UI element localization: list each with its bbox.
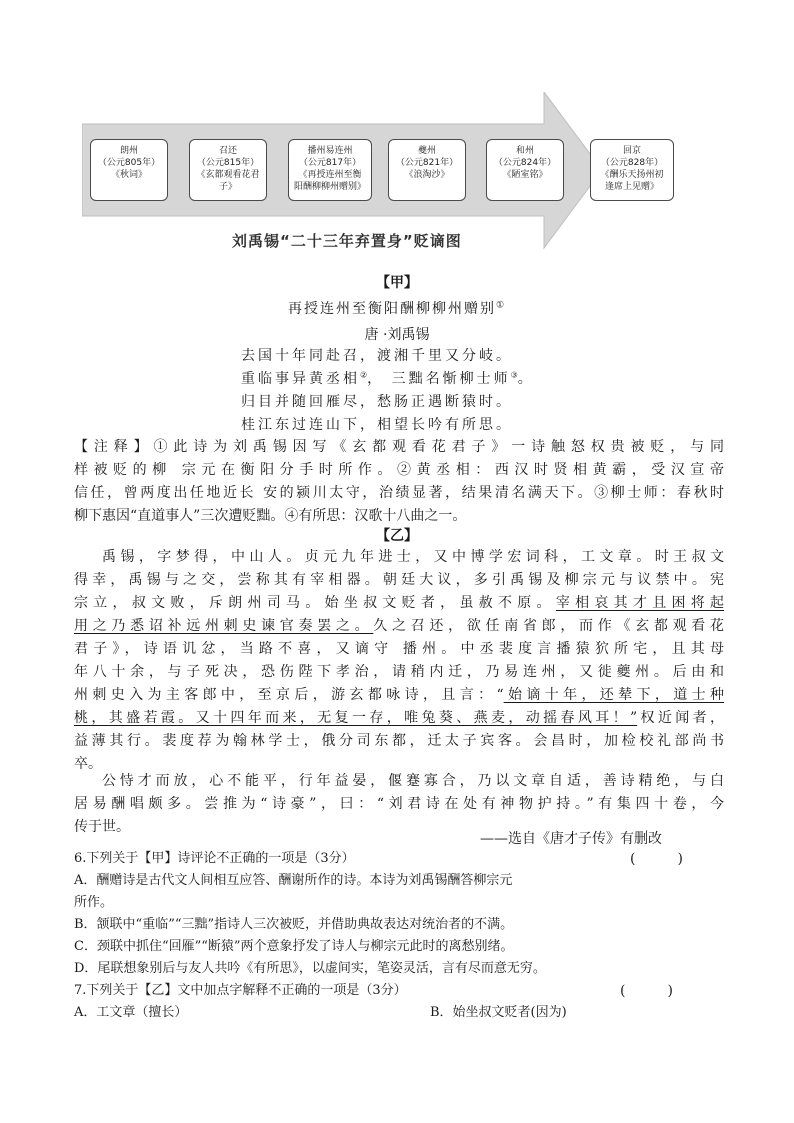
question-7-option-b: B．始坐叔文贬者(因为) (430, 1005, 567, 1020)
question-7-option-a: A．工文章（擅长） (74, 1005, 188, 1020)
question-6-option-a-cont: 所作。 (74, 895, 114, 910)
poem-line-4: 桂江东过连山下，相望长吟有所思。 (241, 417, 513, 433)
question-6-stem: 6.下列关于【甲】诗评论不正确的一项是（3分） (74, 851, 355, 866)
underlined-quote-cont: 桃，其盛若霞。又十四年而来，无复一存，唯兔葵、燕麦，动摇春风耳！” (74, 710, 638, 726)
section-yi-mark: 【乙】 (376, 528, 418, 544)
passage-paragraph-1: 禹锡，字梦得，中山人。贞元九年进士，又中博学宏词科，工文章。时王叔文 得幸，禹锡与之交，尝称其有宰相器。朝廷大议，多引禹锡及柳宗元与议禁中。宪 宗立，叔文败，斥朗州司马。始坐叔文贬者，虽赦不原。宰相哀其才且困将起 用之乃悉诏补远州刺史谏官奏罢之。久之召还，欲任南省郎，而作《玄都观看花 君子》，诗语讥忿，当路不喜，又谪守 播州。中丞裴度言播猿狖所宅，且其母 年八十余，与子死决，恐伤陛下孝治，请稍内迁，乃易连州，又徙夔州。后由和 州刺史入为主客郎中，至京后，游玄都咏诗，且言：“始谪十年，还辇下，道士种 桃，其盛若霞。又十四年而来，无复一存，唯兔葵、燕麦，动摇春风耳！”权近闻者， 益薄其行。裴度荐为翰林学士，俄分司东都，迁太子宾客。会昌时，加检校礼部尚书 卒。 (74, 549, 725, 772)
question-6-option-b: B．颔联中“重临”“三黜”指诗人三次被贬，并借助典故表达对统治者的不满。 (74, 917, 514, 932)
timeline-node-kuizhou: 夔州 （公元821年） 《浪淘沙》 (388, 139, 466, 201)
timeline-node-huijing: 回京 （公元828年） 《酬乐天扬州初 逢席上见赠》 (590, 139, 674, 201)
passage-line-7: 州刺史入为主客郎中，至京后，游玄都咏诗，且言：“始谪十年，还辇下，道士种 (74, 687, 725, 703)
timeline-node-zhaohuan: 召还 （公元815年） 《玄都观看花君 子》 (189, 139, 267, 201)
question-7-answer-blank[interactable]: ( ) (620, 983, 673, 999)
passage-paragraph-2: 公恃才而放，心不能平，行年益晏，偃蹇寡合，乃以文章自适，善诗精绝，与白 居易酬唱颇多。尝推为“诗豪”，曰：“刘君诗在处有神物护持。”有集四十卷，今 传于世。 (74, 773, 724, 835)
passage-line-8: 桃，其盛若霞。又十四年而来，无复一存，唯兔葵、燕麦，动摇春风耳！”权近闻者， (74, 710, 725, 726)
passage-source: ——选自《唐才子传》有删改 (480, 831, 662, 847)
poem-title: 再授连州至衡阳酬柳柳州赠别① (287, 300, 507, 317)
question-6-option-c: C．颈联中抓住“回雁”“断猿”两个意象抒发了诗人与柳宗元此时的离愁别绪。 (74, 939, 514, 954)
timeline-title: 刘禹锡“二十三年弃置身”贬谪图 (232, 232, 462, 250)
passage-line-3: 宗立，叔文败，斥朗州司马。始坐叔文贬者，虽赦不原。宰相哀其才且困将起 (74, 595, 725, 611)
poem-author: 唐 ·刘禹锡 (364, 327, 430, 343)
timeline-node-bozhou: 播州易连州 （公元817年） 《再授连州至衡 阳酬柳柳州赠别》 (288, 139, 372, 201)
poem-line-3: 归目并随回雁尽，愁肠正遇断猿时。 (241, 394, 513, 410)
banishment-timeline (82, 92, 682, 254)
underlined-quote: 始谪十年，还辇下，道士种 (503, 687, 725, 703)
poem-line-1: 去国十年同赴召，渡湘千里又分岐。 (241, 348, 513, 364)
poem-line-2: 重临事异黄丞相②， 三黜名惭柳士师③。 (241, 370, 535, 387)
timeline-node-hezhou: 和州 （公元824年） 《陋室铭》 (486, 139, 564, 201)
question-6-answer-blank[interactable]: ( ) (630, 851, 683, 867)
timeline-node-langzhou: 朗州 （公元805年） 《秋词》 (90, 139, 168, 201)
question-6-option-d: D．尾联想象别后与友人共吟《有所思》，以虚间实，笔姿灵活，言有尽而意无穷。 (74, 961, 546, 976)
question-6 (74, 848, 724, 980)
section-jia-mark: 【甲】 (376, 275, 418, 291)
question-7-option-b-wrap (430, 1002, 730, 1024)
poem-notes: 【注释】①此诗为刘禹锡因写《玄都观看花君子》一诗触怒权贵被贬，与同 样被贬的柳 宗元在衡阳分手时所作。②黄丞相：西汉时贤相黄霸，受汉宣帝 信任，曾两度出任地近长 安的颍川太守，治绩显著，结果清名满天下。③柳士师：春秋时 柳下惠因“直道事人”三次遭贬黜。④有所思：汉歌十八曲之一。 (74, 439, 724, 524)
question-7-stem: 7.下列关于【乙】文中加点字解释不正确的一项是（3分） (74, 983, 407, 998)
underlined-sentence: 宰相哀其才且困将起 (555, 595, 725, 611)
underlined-sentence-cont: 用之乃悉诏补远州刺史谏官奏罢之。 (74, 618, 374, 634)
question-6-option-a: A．酬赠诗是古代文人间相互应答、酬谢所作的诗。本诗为刘禹锡酬答柳宗元 (74, 873, 513, 888)
passage-line-4: 用之乃悉诏补远州刺史谏官奏罢之。久之召还，欲任南省郎，而作《玄都观看花 (74, 618, 725, 634)
